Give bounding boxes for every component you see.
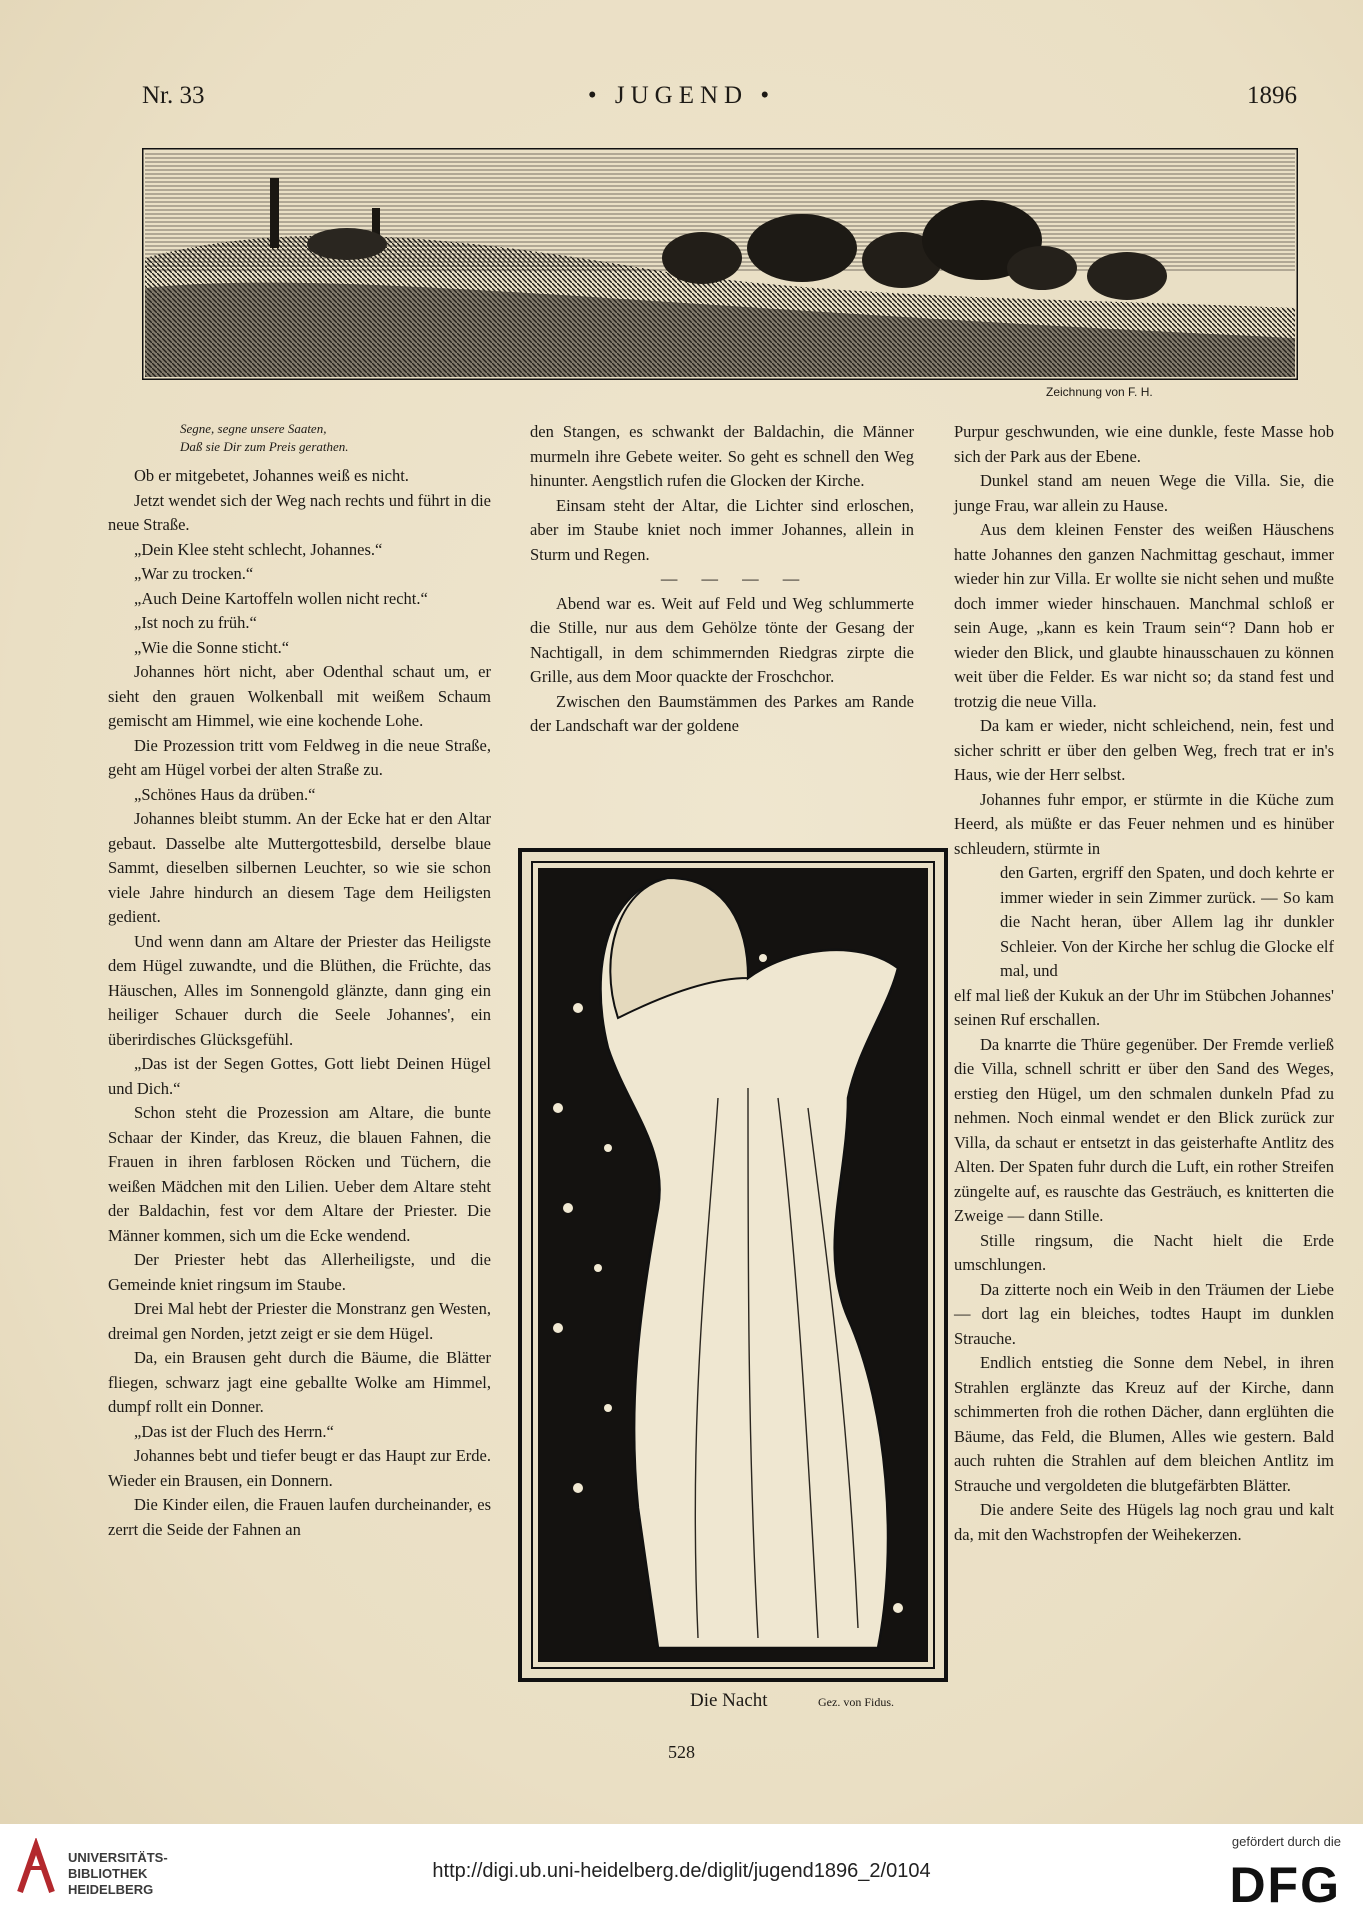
viewer-footer	[0, 1824, 1363, 1922]
text-column-1	[108, 464, 491, 1542]
institution-line: UNIVERSITÄTS-	[68, 1850, 168, 1865]
paragraph: Einsam steht der Altar, die Lichter sind erloschen, aber im Staube kniet noch immer Johannes, allein in Sturm und Regen.	[530, 495, 914, 564]
paragraph: „Schönes Haus da drüben.“	[134, 784, 316, 804]
illustration-credit: Zeichnung von F. H.	[1046, 385, 1153, 399]
paragraph: Die Prozession tritt vom Feldweg in die neue Straße, geht am Hügel vorbei der alten Straße zu.	[108, 735, 491, 779]
paragraph: Die Kinder eilen, die Frauen laufen durcheinander, es zerrt die Seide der Fahnen an	[108, 1495, 491, 1539]
paragraph: Abend war es. Weit auf Feld und Weg schlummerte die Stille, nur aus dem Gehölze tönte der Gesang der Nachtigall, in dem schimmernden Riedgras zirpte die Grille, aus dem Moor quackte der Froschchor.	[530, 593, 914, 686]
paragraph: Endlich entstieg die Sonne dem Nebel, in ihren Strahlen erglänzte das Kreuz auf der Kirche, dann schimmerten froh die rothen Dächer, dann erglühten die Bäume, das Feld, die Blumen, Alles wie gestern. Bald auch ruhten die Strahlen auf dem bleichen Antlitz im Strauche und vergoldeten die blutgefärbten Blätter.	[954, 1353, 1334, 1495]
institution-line: HEIDELBERG	[68, 1882, 154, 1897]
paragraph: Stille ringsum, die Nacht hielt die Erde umschlungen.	[954, 1230, 1334, 1274]
permalink-url[interactable]: http://digi.ub.uni-heidelberg.de/diglit/jugend1896_2/0104	[432, 1860, 931, 1882]
paragraph: „Wie die Sonne sticht.“	[134, 637, 290, 657]
paragraph: „Dein Klee steht schlecht, Johannes.“	[134, 539, 383, 559]
paragraph: Johannes bleibt stumm. An der Ecke hat er den Altar gebaut. Dasselbe alte Muttergottesbild, derselbe blaue Sammt, dieselben silbernen Leuchter, so wie sie schon viele Jahre hindurch an diesem Tage dem Heiligsten gedient.	[108, 809, 491, 926]
paragraph: Johannes bebt und tiefer beugt er das Haupt zur Erde. Wieder ein Brausen, ein Donnern.	[108, 1446, 491, 1490]
landscape-illustration	[142, 148, 1298, 380]
paragraph: Da, ein Brausen geht durch die Bäume, die Blätter fliegen, schwarz jagt eine geballte Wolke am Himmel, dumpf rollt ein Donner.	[108, 1348, 491, 1416]
magazine-title: • JUGEND •	[587, 82, 776, 109]
paragraph: Der Priester hebt das Allerheiligste, und die Gemeinde kniet ringsum im Staube.	[108, 1250, 491, 1294]
verse	[180, 420, 349, 456]
issue-number: Nr. 33	[142, 82, 205, 109]
page-number: 528	[668, 1742, 695, 1762]
paragraph: „Das ist der Fluch des Herrn.“	[134, 1421, 334, 1441]
paragraph: „Auch Deine Kartoffeln wollen nicht recht.“	[134, 588, 428, 608]
paragraph: Purpur geschwunden, wie eine dunkle, feste Masse hob sich der Park aus der Ebene.	[954, 422, 1334, 466]
paragraph: Johannes hört nicht, aber Odenthal schaut um, er sieht den grauen Wolkenball mit weißem Schaum gemischt am Himmel, wie eine kochende Lohe.	[108, 662, 491, 730]
paragraph: Da knarrte die Thüre gegenüber. Der Fremde verließ die Villa, schnell schritt er über den Sand des Weges, erstieg den Hügel, um den schmalen dunkeln Pfad zu nehmen. Noch einmal wendet er den Blick zurück zur Villa, da schaut er entsetzt in das geisterhafte Antlitz des Alten. Der Spaten fuhr durch die Luft, ein rother Streifen züngelte auf, es rauschte das Gesträuch, es knitterten die Zweige — dann Stille.	[954, 1034, 1334, 1225]
institution-line: BIBLIOTHEK	[68, 1866, 148, 1881]
figure-title: Die Nacht	[690, 1690, 768, 1711]
die-nacht-illustration	[518, 848, 948, 1682]
paragraph: „Ist noch zu früh.“	[134, 613, 257, 632]
paragraph: Schon steht die Prozession am Altare, die bunte Schaar der Kinder, das Kreuz, die blauen Fahnen, die Frauen in ihren farblosen Röcken und Tüchern, die weißen Mädchen mit den Lilien. Ueber dem Altare steht der Baldachin, fest vor dem Altare der Priester. Die Männer kommen, sich um die Ecke wendend.	[108, 1103, 491, 1245]
paragraph: den Garten, ergriff den Spaten, und doch kehrte er immer wieder in sein Zimmer zurück. — So kam die Nacht heran, über Allem lag ihr dunkler Schleier. Von der Kirche her schlug die Glocke elf mal, und	[1000, 863, 1334, 980]
paragraph: Die andere Seite des Hügels lag noch grau und kalt da, mit den Wachstropfen der Weihekerzen.	[954, 1500, 1334, 1544]
paragraph: Ob er mitgebetet, Johannes weiß es nicht.	[134, 466, 409, 485]
figure-credit: Gez. von Fidus.	[818, 1695, 894, 1709]
paragraph: Und wenn dann am Altare der Priester das Heiligste dem Hügel zuwandte, und die Blüthen, die Früchte, das Häuschen, Alles im Sonnengold glänzte, dann ging ein heiliger Schauer durch die Seele Johannes', ein überirdisches Glücksgefühl.	[108, 931, 491, 1049]
text-column-3	[954, 420, 1334, 1547]
dfg-logo: DFG	[1229, 1857, 1341, 1913]
funded-by-label: gefördert durch die	[1231, 1834, 1341, 1849]
section-divider: — — — —	[660, 569, 810, 588]
paragraph: Da zitterte noch ein Weib in den Träumen der Liebe — dort lag ein bleiches, todtes Haupt im dunklen Strauche.	[954, 1279, 1334, 1348]
year: 1896	[1247, 82, 1297, 109]
paragraph: Jetzt wendet sich der Weg nach rechts und führt in die neue Straße.	[108, 490, 491, 534]
paragraph: Da kam er wieder, nicht schleichend, nein, fest und sicher schritt er über den gelben Weg, frech trat er in's Haus, wie der Herr selbst.	[954, 716, 1334, 784]
paragraph: Aus dem kleinen Fenster des weißen Häuschens hatte Johannes den ganzen Nachmittag geschaut, immer wieder hin zur Villa. Er wollte sie nicht sehen und mußte doch immer wieder hinschauen. Manchmal schloß er sein Auge, „kann es kein Traum sein“? Dann hob er wieder den Blick, und glaubte hinausschauen zu können weit über die Felder. Es war nicht so; da stand fest und trotzig die neue Villa.	[954, 520, 1334, 711]
paragraph: Zwischen den Baumstämmen des Parkes am Rande der Landschaft war der goldene	[530, 691, 914, 735]
paragraph: Johannes fuhr empor, er stürmte in die Küche zum Heerd, als müßte er das Feuer nehmen und es hinüber schleudern, stürmte in	[954, 789, 1334, 858]
paragraph: Dunkel stand am neuen Wege die Villa. Sie, die junge Frau, war allein zu Hause.	[954, 471, 1334, 515]
text-column-2	[530, 420, 914, 739]
paragraph: Drei Mal hebt der Priester die Monstranz gen Westen, dreimal gen Norden, jetzt zeigt er sie dem Hügel.	[108, 1299, 491, 1343]
verse-line: Segne, segne unsere Saaten,	[180, 421, 327, 436]
verse-line: Daß sie Dir zum Preis gerathen.	[180, 439, 349, 454]
paragraph: den Stangen, es schwankt der Baldachin, die Männer murmeln ihre Gebete weiter. So geht es schnell den Weg hinunter. Aengstlich rufen die Glocken der Kirche.	[530, 422, 914, 490]
paragraph: „Das ist der Segen Gottes, Gott liebt Deinen Hügel und Dich.“	[108, 1054, 491, 1098]
paragraph: elf mal ließ der Kukuk an der Uhr im Stübchen Johannes' seinen Ruf erschallen.	[954, 985, 1334, 1029]
paragraph: „War zu trocken.“	[134, 564, 254, 583]
